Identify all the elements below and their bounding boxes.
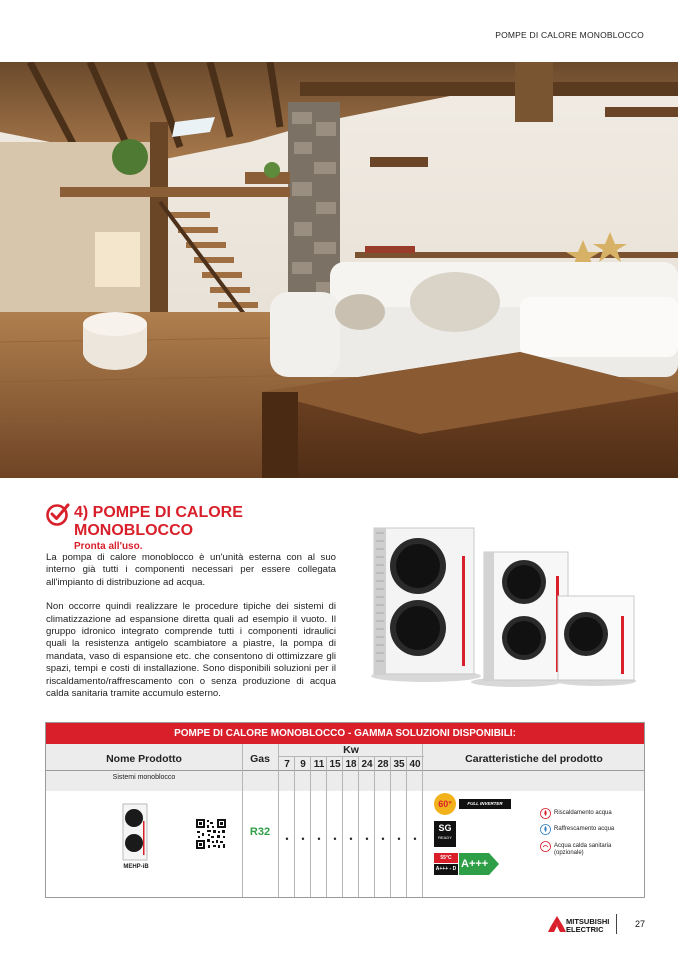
section-title-line1: 4) POMPE DI CALORE	[74, 504, 243, 521]
availability-dot: •	[333, 834, 337, 844]
energy-class-label: A+++	[461, 858, 489, 870]
hot-water-icon	[540, 841, 551, 852]
monoblock-unit-thumbnail	[122, 803, 148, 861]
brand-line1: MITSUBISHI	[566, 917, 610, 926]
availability-dot: •	[365, 834, 369, 844]
temp-60-badge: 60°	[434, 793, 456, 815]
page-number: 27	[635, 919, 646, 929]
kw-value: 11	[313, 759, 325, 770]
feature-cooling: Raffrescamento acqua	[554, 826, 615, 832]
col-header-features: Caratteristiche del prodotto	[465, 753, 603, 765]
availability-dot: •	[413, 834, 417, 844]
full-inverter-badge: FULL INVERTER	[459, 799, 511, 809]
category-label: Sistemi monoblocco	[112, 774, 176, 781]
availability-dot: •	[317, 834, 321, 844]
col-header-gas: Gas	[250, 753, 270, 765]
paragraph-details: Non occorre quindi realizzare le procedure tipiche dei sistemi di climatizzazione ad espansione diretta quali ad esempio il vuoto. Il gruppo idronico integrato comprende tutti i componenti idraulici quali la resistenza antigelo scambiatore a piastre, la pompa di mandata, vaso di espansione etc. che consentono di ottimizzare gli spazi, tempi e costi di installazione. Sono disponibili soluzioni per il riscaldamento/raffrescamento con o senza produzione di acqua calda sanitaria tramite accumulo esterno.	[46, 601, 336, 700]
sg-label: SG	[438, 823, 452, 833]
kw-value: 24	[361, 759, 373, 770]
living-room-photo	[0, 62, 678, 478]
kw-value: 9	[300, 759, 306, 770]
energy-range-badge: A+++ - D	[434, 864, 458, 875]
sg-sub-label: READY	[438, 835, 452, 840]
kw-value: 40	[409, 759, 421, 770]
gas-label: R32	[249, 826, 271, 838]
kw-value: 15	[329, 759, 341, 770]
section-title-line2: MONOBLOCCO	[74, 522, 194, 539]
col-header-kw: Kw	[343, 744, 359, 756]
feature-hot-water: Acqua calda sanitaria (opzionale)	[554, 843, 612, 856]
product-range-table	[45, 722, 645, 898]
qr-code-icon	[195, 818, 227, 850]
kw-value: 7	[284, 759, 290, 770]
heat-pump-units-image	[366, 516, 656, 696]
availability-dot: •	[285, 834, 289, 844]
running-header: POMPE DI CALORE MONOBLOCCO	[495, 30, 644, 40]
kw-value: 28	[377, 759, 389, 770]
gas-r32-badge	[244, 826, 276, 838]
brand-name	[566, 918, 609, 934]
footer-divider	[616, 914, 617, 934]
table-title: POMPE DI CALORE MONOBLOCCO - GAMMA SOLUZIONI DISPONIBILI:	[46, 723, 644, 744]
availability-dot: •	[301, 834, 305, 844]
sg-ready-badge	[434, 821, 456, 847]
availability-dot: •	[349, 834, 353, 844]
model-name: MEHP-iB	[123, 864, 149, 870]
section-body	[46, 552, 336, 712]
section-subtitle: Pronta all'uso.	[74, 541, 143, 552]
col-header-product: Nome Prodotto	[106, 753, 182, 765]
paragraph-intro: La pompa di calore monoblocco è un'unità esterna con al suo interno già tutti i componenti necessari per essere collegata all'impianto di distribuzione ad acqua.	[46, 552, 336, 588]
availability-dot: •	[381, 834, 385, 844]
mitsubishi-logo-icon	[548, 916, 566, 932]
kw-value: 35	[393, 759, 405, 770]
feature-heating: Riscaldamento acqua	[554, 810, 612, 816]
brand-line2: ELECTRIC	[566, 925, 604, 934]
energy-temp-badge: 55°C	[434, 853, 458, 863]
cooling-icon	[540, 824, 551, 835]
check-circle-icon	[46, 502, 70, 526]
kw-value: 18	[345, 759, 357, 770]
availability-dot: •	[397, 834, 401, 844]
heating-icon	[540, 808, 551, 819]
